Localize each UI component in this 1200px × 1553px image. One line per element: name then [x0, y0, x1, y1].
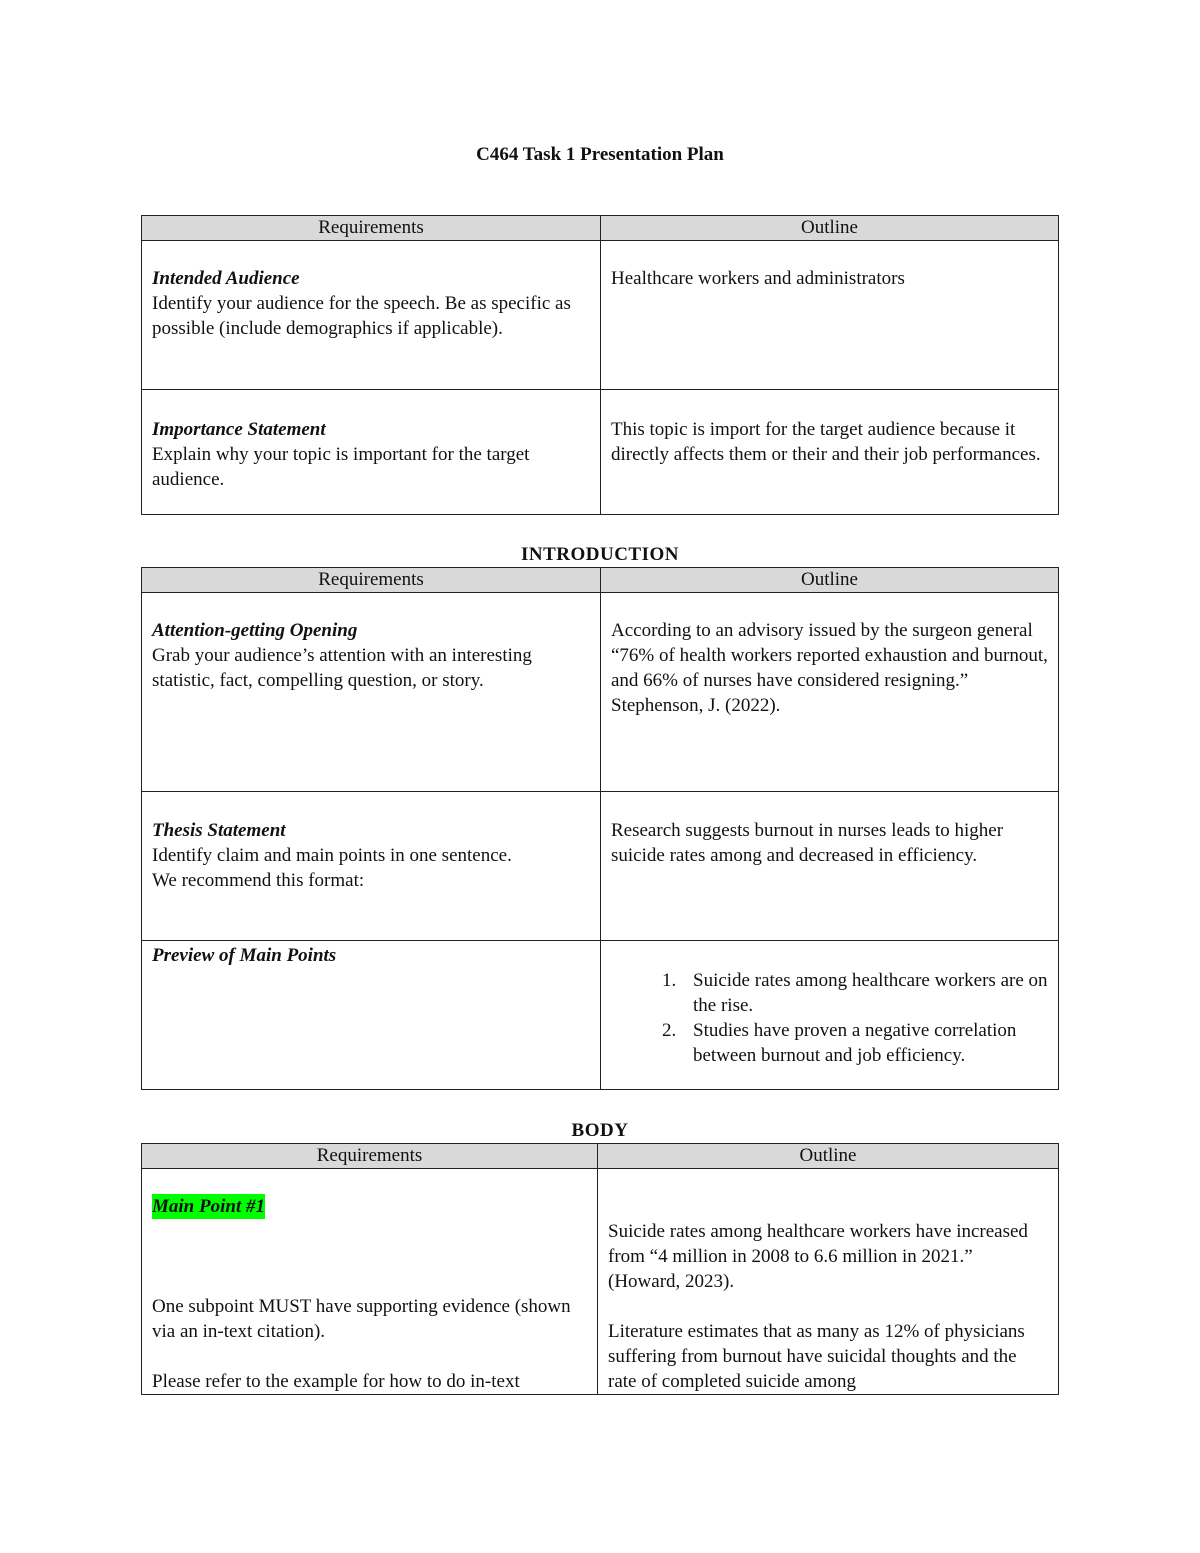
preview-main-points-title: Preview of Main Points: [152, 945, 337, 966]
outline-text: Research suggests burnout in nurses leads to higher suicide rates among and decreased in efficiency.: [611, 820, 1004, 866]
main-point-1-title: Main Point #1: [152, 1196, 265, 1217]
body-heading: BODY: [571, 1120, 629, 1141]
intended-audience-title: Intended Audience: [152, 268, 300, 289]
requirement-cell: [142, 792, 601, 941]
outline-text: Literature estimates that as many as 12% of physicians suffering from burnout have suicidal thoughts and the rate of completed suicide among: [608, 1321, 1025, 1392]
requirement-cell: [142, 1169, 598, 1395]
table-header-row: [142, 1144, 1059, 1169]
outline-text: Suicide rates among healthcare workers have increased from “4 million in 2008 to 6.6 million in 2021.” (Howard, 2023).: [608, 1221, 1028, 1292]
introduction-table: [141, 567, 1059, 1090]
requirements-header: Requirements: [142, 568, 601, 593]
main-points-list: [611, 968, 1048, 1068]
outline-cell: [601, 792, 1059, 941]
table-row: [142, 1169, 1059, 1395]
requirement-cell: [142, 593, 601, 792]
list-item: 2. Studies have proven a negative correlation between burnout and job efficiency.: [681, 1018, 1048, 1068]
outline-header: Outline: [601, 568, 1059, 593]
table-header-row: [142, 568, 1059, 593]
table-row: [142, 792, 1059, 941]
requirement-cell: [142, 941, 601, 1090]
outline-text: Healthcare workers and administrators: [611, 268, 905, 289]
body-table: [141, 1143, 1059, 1395]
outline-text: According to an advisory issued by the surgeon general “76% of health workers reported exhaustion and burnout, and 66% of nurses have considered resigning.” Stephenson, J. (2022).: [611, 620, 1048, 716]
outline-cell: [601, 941, 1059, 1090]
table-row: [142, 241, 1059, 390]
requirement-description: Please refer to the example for how to do in-text: [152, 1371, 520, 1392]
requirement-cell: [142, 390, 601, 515]
requirement-cell: [142, 241, 601, 390]
outline-cell: [601, 390, 1059, 515]
outline-header: Outline: [601, 216, 1059, 241]
requirement-description: One subpoint MUST have supporting evidence (shown via an in-text citation).: [152, 1296, 571, 1342]
attention-opening-title: Attention-getting Opening: [152, 620, 358, 641]
outline-text: This topic is import for the target audience because it directly affects them or their and their job performances.: [611, 419, 1041, 465]
list-item: 1. Suicide rates among healthcare workers are on the rise.: [681, 968, 1048, 1018]
outline-cell: [601, 241, 1059, 390]
outline-cell: [598, 1169, 1059, 1395]
thesis-statement-title: Thesis Statement: [152, 820, 286, 841]
requirement-description: Identify your audience for the speech. Be as specific as possible (include demographics if applicable).: [152, 293, 571, 339]
audience-table: [141, 215, 1059, 515]
table-row: [142, 593, 1059, 792]
requirement-description: Grab your audience’s attention with an interesting statistic, fact, compelling question, or story.: [152, 645, 532, 691]
outline-cell: [601, 593, 1059, 792]
requirements-header: Requirements: [142, 1144, 598, 1169]
requirement-description: Explain why your topic is important for the target audience.: [152, 444, 530, 490]
requirement-description: We recommend this format:: [152, 870, 365, 891]
introduction-heading: INTRODUCTION: [520, 544, 680, 565]
table-header-row: [142, 216, 1059, 241]
table-row: [142, 941, 1059, 1090]
requirement-description: Identify claim and main points in one sentence.: [152, 845, 512, 866]
requirements-header: Requirements: [142, 216, 601, 241]
importance-statement-title: Importance Statement: [152, 419, 326, 440]
table-row: [142, 390, 1059, 515]
page-title: C464 Task 1 Presentation Plan: [476, 144, 724, 165]
outline-header: Outline: [598, 1144, 1059, 1169]
